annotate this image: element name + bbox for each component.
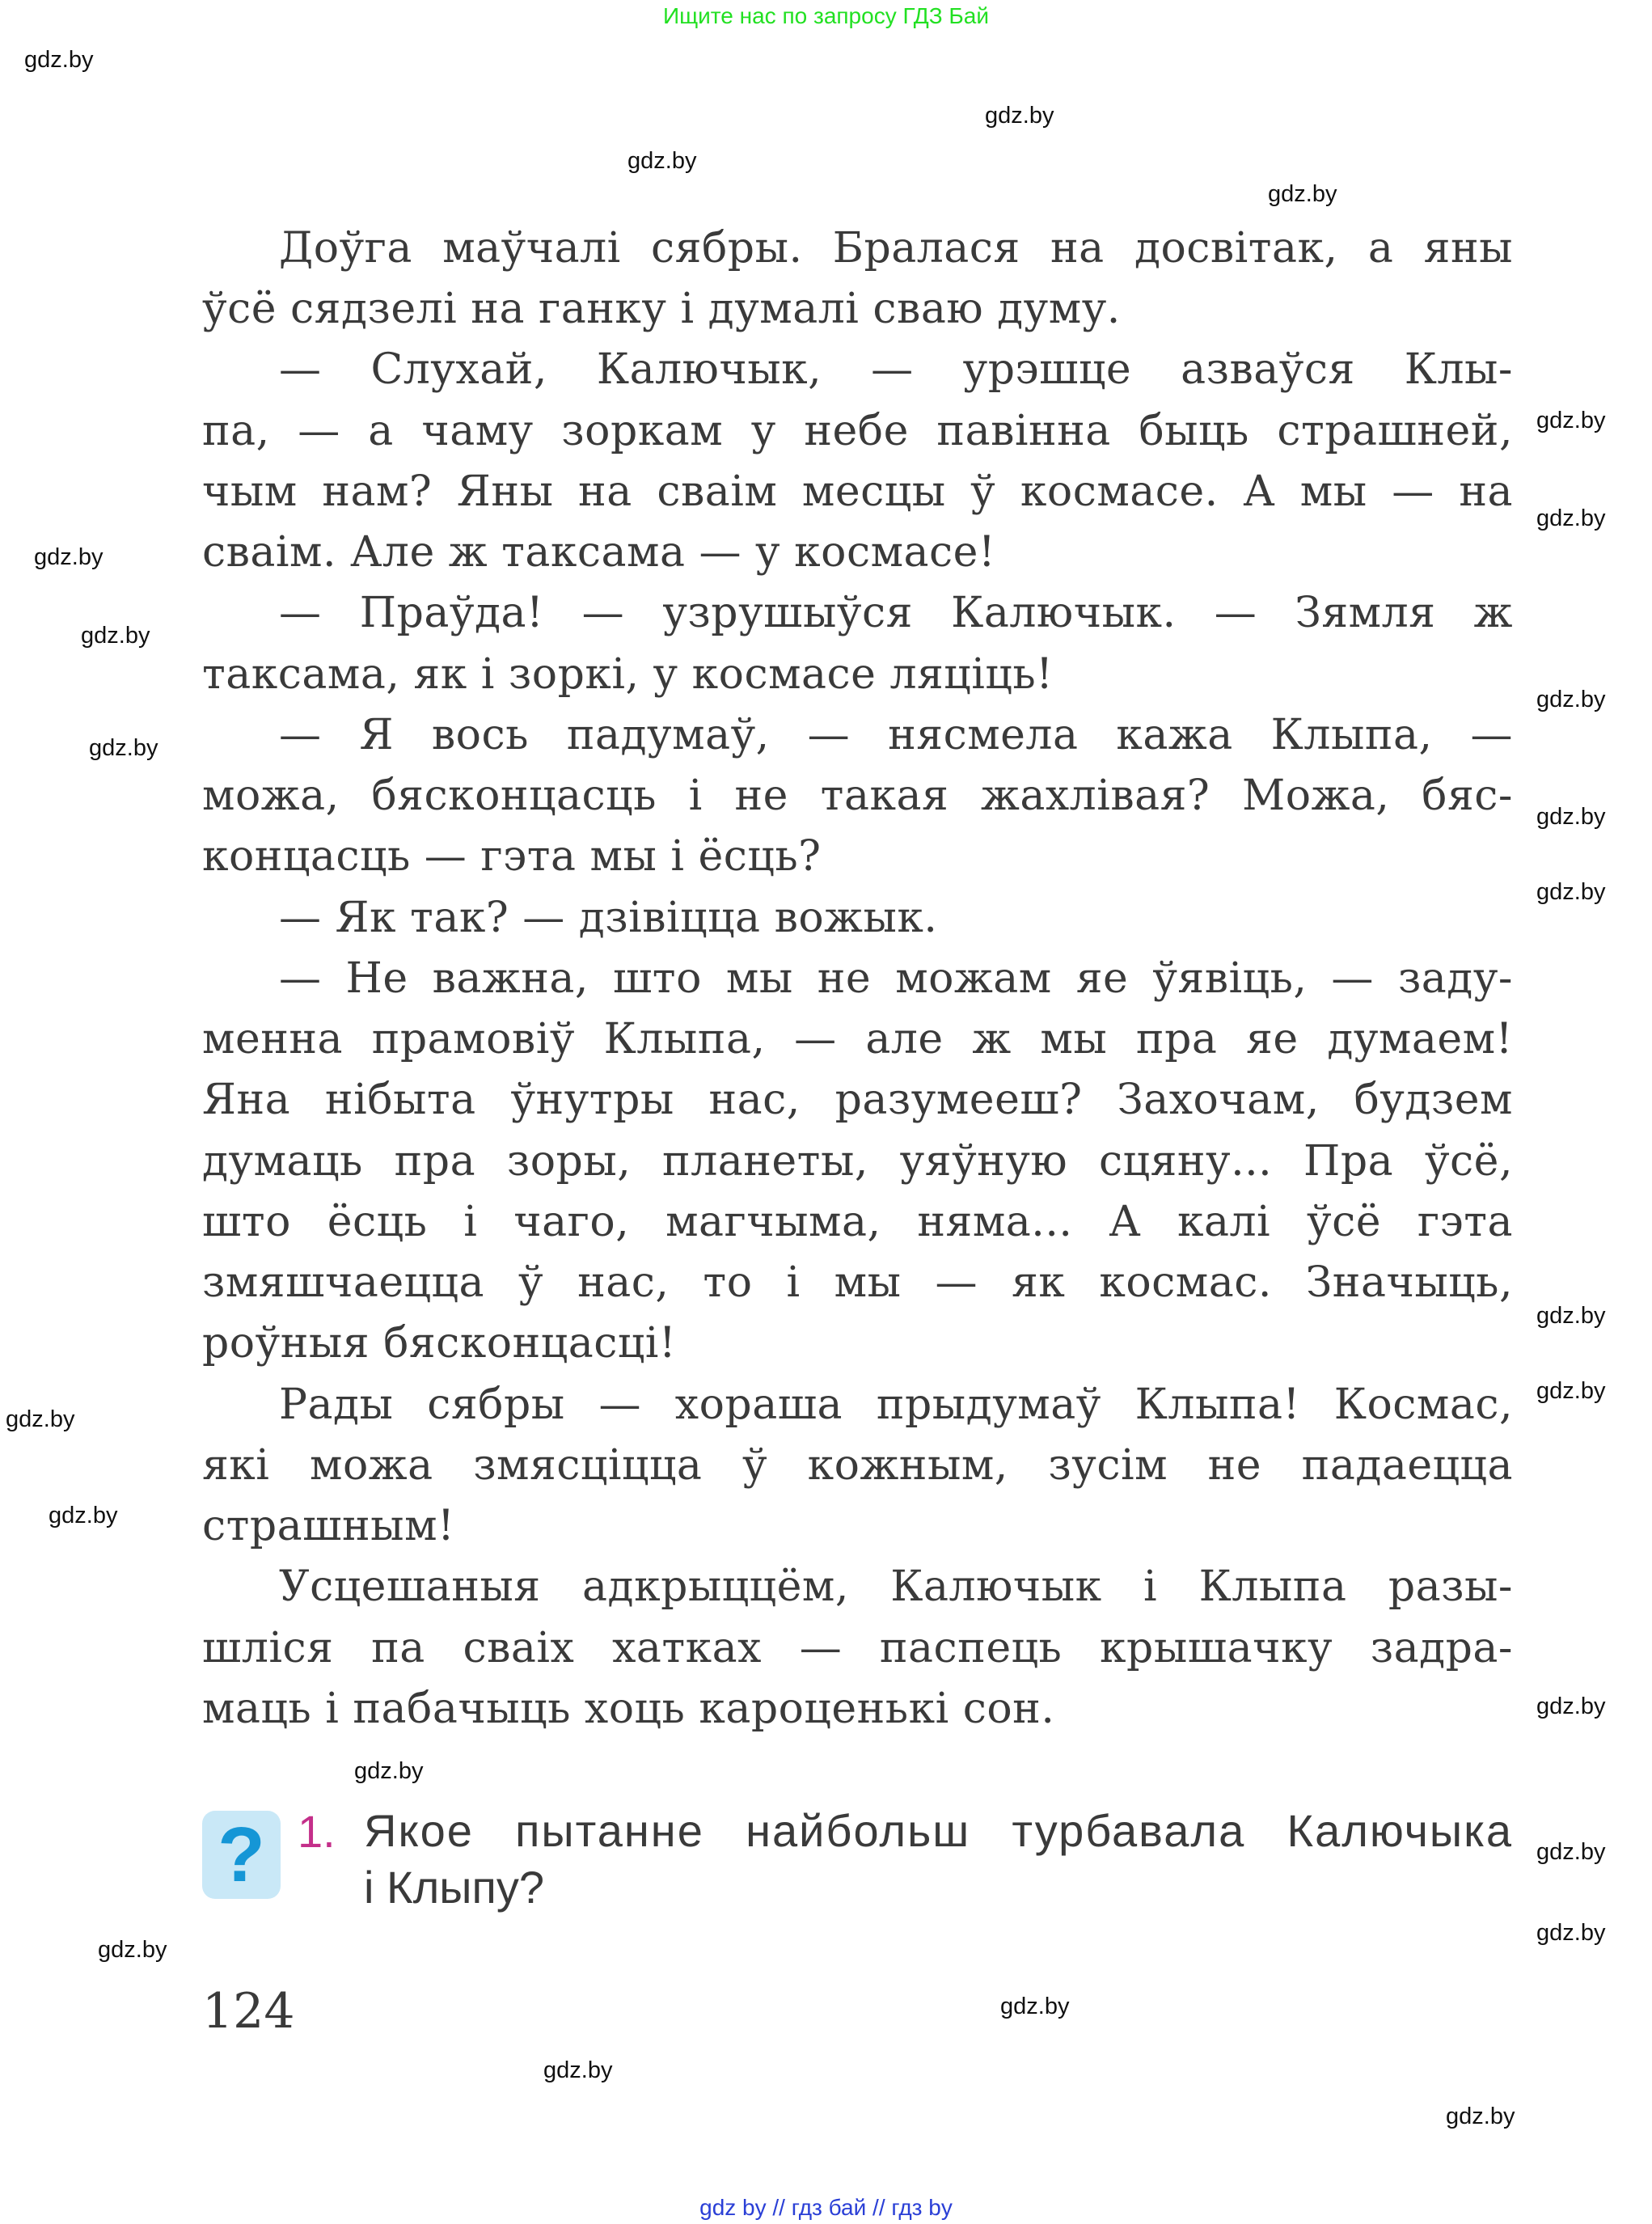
watermark: gdz.by [627, 148, 697, 174]
watermark: gdz.by [34, 544, 104, 570]
footer-links[interactable]: gdz by // гдз бай // гдз by [699, 2195, 953, 2220]
watermark: gdz.by [1000, 1994, 1070, 2019]
watermark: gdz.by [1536, 687, 1606, 712]
text-line: концасць — гэта мы і ёсць? [202, 832, 822, 882]
text-line: Яна нібыта ўнутры нас, разумееш? Захочам, будзем [202, 1076, 1513, 1125]
text-line: ўсё сядзелі на ганку і думалі сваю думу. [202, 285, 1121, 334]
watermark: gdz.by [985, 103, 1054, 129]
watermark: gdz.by [24, 47, 94, 73]
text-line: — Як так? — дзівіцца вожык. [279, 893, 938, 942]
text-line: што ёсць і чаго, магчыма, няма... А калі ўсё гэта [202, 1197, 1513, 1246]
text-line: маць і пабачыць хоць кароценькі сон. [202, 1684, 1055, 1733]
question-number: 1. [298, 1806, 336, 1857]
text-line: думаць пра зоры, планеты, уяўную сцяну... Пра ўсё, [202, 1136, 1513, 1186]
text-line: страшным! [202, 1502, 455, 1551]
question-icon-box [202, 1811, 281, 1899]
text-line: — Не важна, што мы не можам яе ўявіць, — заду- [279, 953, 1513, 1003]
text-line: сваім. Але ж таксама — у космасе! [202, 528, 996, 577]
question-text-line-2: і Клыпу? [364, 1862, 545, 1913]
text-line: які можа змясціцца ў кожным, зусім не падаецца [202, 1440, 1513, 1490]
watermark: gdz.by [1536, 408, 1606, 433]
watermark: gdz.by [354, 1758, 424, 1784]
watermark: gdz.by [1536, 1378, 1606, 1404]
text-line: Доўга маўчалі сябры. Бралася на досвітак, а яны [279, 224, 1513, 273]
watermark: gdz.by [1536, 1839, 1606, 1865]
text-line: Усцешаныя адкрыццём, Калючык і Клыпа разы- [279, 1562, 1513, 1612]
text-line: Рады сябры — хораша прыдумаў Клыпа! Космас, [279, 1380, 1513, 1429]
watermark: gdz.by [1268, 181, 1337, 207]
text-line: шліся па сваіх хатках — паспець крышачку задра- [202, 1623, 1513, 1672]
text-line: — Я вось падумаў, — нясмела кажа Клыпа, — [279, 710, 1513, 759]
watermark: gdz.by [49, 1503, 118, 1528]
watermark: gdz.by [6, 1406, 75, 1432]
text-line: роўныя бясконцасці! [202, 1319, 677, 1368]
text-line: чым нам? Яны на сваім месцы ў космасе. А мы — на [202, 467, 1513, 516]
text-line: па, — а чаму зоркам у небе павінна быць страшней, [202, 406, 1513, 455]
text-line: можа, бясконцасць і не такая жахлівая? Можа, бяс- [202, 772, 1513, 821]
question-mark-icon: ? [218, 1812, 265, 1898]
watermark: gdz.by [98, 1937, 167, 1963]
text-line: — Праўда! — узрушыўся Калючык. — Зямля ж [279, 589, 1513, 638]
watermark: gdz.by [1536, 1693, 1606, 1719]
watermark: gdz.by [1536, 1303, 1606, 1329]
question-text-line-1: Якое пытанне найбольш турбавала Калючыка [364, 1805, 1513, 1856]
page-number: 124 [202, 1983, 295, 2040]
text-line: таксама, як і зоркі, у космасе ляціць! [202, 649, 1054, 699]
search-banner: Ищите нас по запросу ГДЗ Бай [662, 3, 990, 28]
watermark: gdz.by [543, 2057, 613, 2083]
watermark: gdz.by [1536, 879, 1606, 905]
watermark: gdz.by [1536, 1920, 1606, 1946]
watermark: gdz.by [1446, 2103, 1515, 2129]
watermark: gdz.by [1536, 505, 1606, 531]
text-line: менна прамовіў Клыпа, — але ж мы пра яе думаем! [202, 1015, 1513, 1064]
watermark: gdz.by [89, 735, 158, 761]
text-line: — Слухай, Калючык, — урэшце азваўся Клы- [279, 345, 1513, 395]
watermark: gdz.by [81, 623, 150, 649]
text-line: змяшчаецца ў нас, то і мы — як космас. Значыць, [202, 1258, 1513, 1308]
watermark: gdz.by [1536, 804, 1606, 830]
